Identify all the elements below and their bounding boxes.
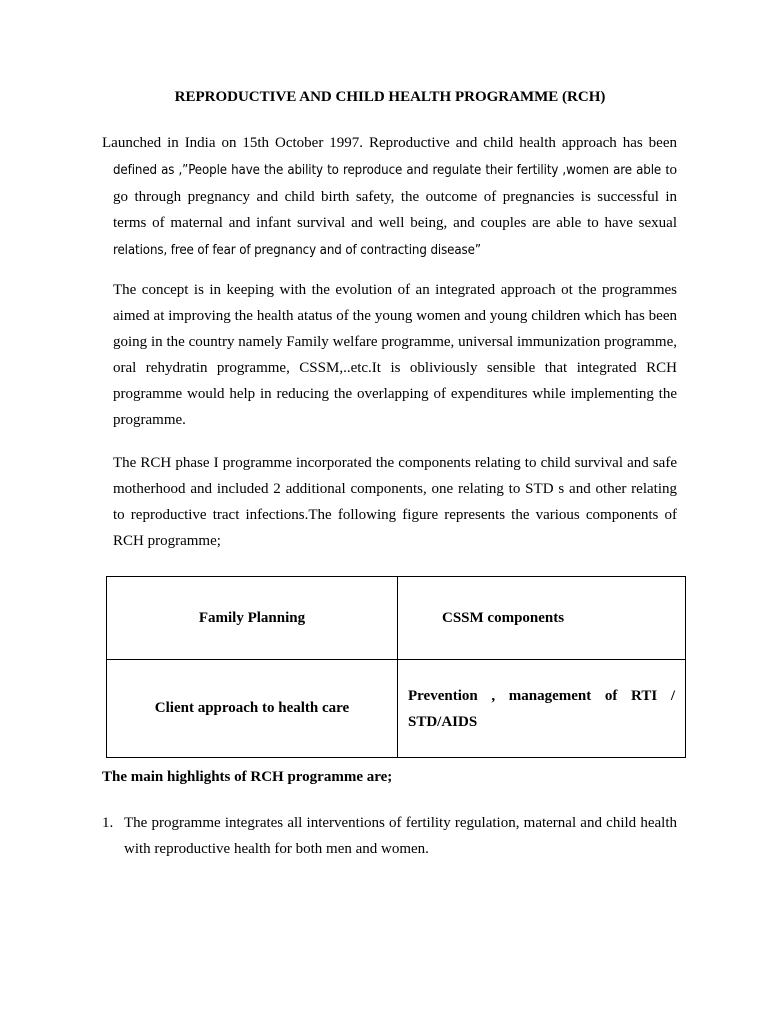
paragraph-launch-middle: to go through pregnancy and child birth safety, the outcome of pregnancies is successful in terms of maternal and infant survival and well being, and couples are able to have sexual bbox=[113, 162, 677, 231]
highlights-list bbox=[102, 810, 677, 862]
rch-components-table bbox=[106, 576, 686, 758]
table-row bbox=[107, 577, 686, 660]
paragraph-launch-quote-end: relations, free of fear of pregnancy and of contracting disease” bbox=[113, 243, 481, 258]
table-cell-rti-std: Prevention , management of RTI / STD/AIDS bbox=[398, 660, 686, 758]
paragraph-launch-lead: Launched in India on 15th October 1997. Reproductive and child health approach has been bbox=[102, 135, 677, 151]
paragraph-launch bbox=[102, 130, 677, 264]
paragraph-concept: The concept is in keeping with the evolution of an integrated approach ot the programmes aimed at improving the health atatus of the young women and young children which has been going in the country namely Family welfare programme, universal immunization programme, oral rehydratin programme, CSSM,..etc.It is obliviously sensible that integrated RCH programme would help in reducing the overlapping of expenditures while implementing the programme. bbox=[113, 282, 677, 428]
table-row bbox=[107, 660, 686, 758]
page-title: REPRODUCTIVE AND CHILD HEALTH PROGRAMME (RCH) bbox=[174, 89, 606, 105]
table-cell-client-approach: Client approach to health care bbox=[107, 660, 398, 758]
list-item-text: The programme integrates all interventions of fertility regulation, maternal and child health with reproductive health for both men and women. bbox=[124, 815, 677, 857]
table-cell-family-planning: Family Planning bbox=[107, 577, 398, 660]
list-item-number: 1. bbox=[102, 815, 114, 831]
highlights-heading: The main highlights of RCH programme are; bbox=[102, 769, 393, 785]
list-item bbox=[102, 810, 677, 862]
table-cell-cssm: CSSM components bbox=[398, 577, 686, 660]
paragraph-phase-one: The RCH phase I programme incorporated the components relating to child survival and safe motherhood and included 2 additional components, one relating to STD s and other relating to reproductive tract infections.The following figure represents the various components of RCH programme; bbox=[113, 455, 677, 549]
paragraph-launch-quote-start: defined as ,”People have the ability to reproduce and regulate their fertility ,women are able bbox=[113, 163, 662, 178]
